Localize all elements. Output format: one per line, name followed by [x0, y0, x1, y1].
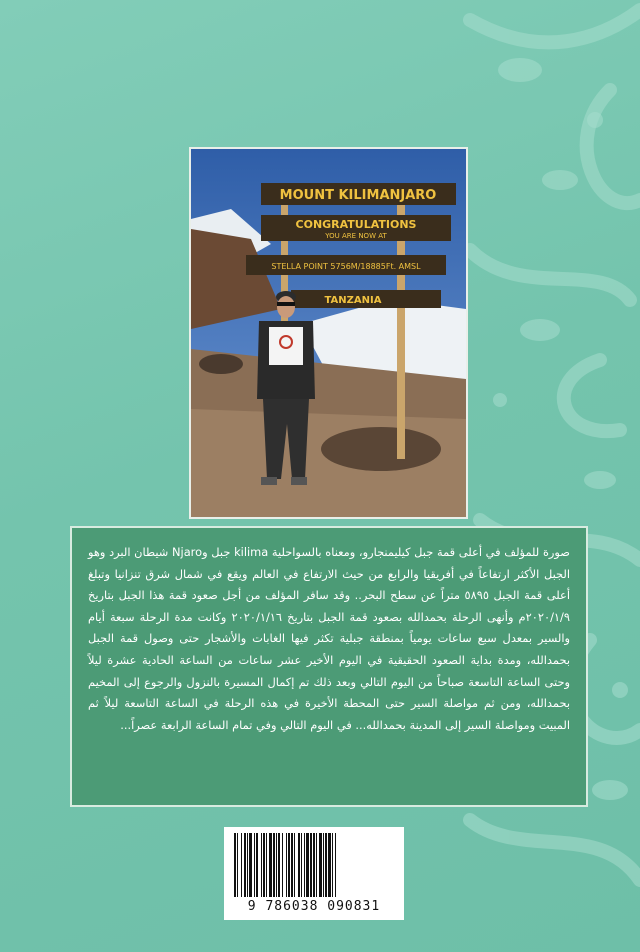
description-text: صورة للمؤلف في أعلى قمة جبل كيليمنجارو، ومعناه بالسواحلية kilima جبل وNjaro شيطان البرد وهو الجبل الأكثر ارتفاعاً في أفريقيا والرابع من حيث الارتفاع في العالم ويقع في شمال شرق تنزانيا وتبلغ أعلى قمة الجبل ٥٨٩٥ متراً عن سطح البحر.. وقد سافر المؤلف من أجل صعود قمة هذا الجبل بتاريخ ٢٠٢٠/١/٩م وأنهى الرحلة بحمدالله بصعود قمة الجبل بتاريخ ٢٠٢٠/١/١٦ وكانت مدة الرحلة سبعة أيام والسير بمعدل سبع ساعات يومياً بمنطقة جبلية تكثر فيها الغابات والأشجار حتى وصول قمة الجبل بحمدالله، ومدة بداية الصعود الحقيقية في اليوم الأخير عشر ساعات من الساعة الحادية عشرة ليلاً وحتى الساعة التاسعة صباحاً من اليوم التالي وبعد ذلك تم إكمال المسيرة بالنزول والرجوع إلى المخيم بحمدالله، ومن ثم مواصلة السير حتى المحطة الأخيرة في هذه الرحلة في الساعة التاسعة ليلاً ثم المبيت ومواصلة السير إلى المدينة بحمدالله... في اليوم التالي وفي تمام الساعة الرابعة عصراً...: [88, 545, 570, 732]
barcode-bars: [232, 833, 396, 897]
isbn-number: 9 786038 090831: [247, 899, 381, 914]
isbn-barcode: [224, 827, 404, 920]
sign-sub: YOU ARE NOW AT: [325, 232, 387, 240]
sign-congrats: CONGRATULATIONS: [295, 218, 417, 231]
description-box: [70, 526, 588, 807]
author-summit-photo: [189, 147, 468, 519]
sign-title: MOUNT KILIMANJARO: [279, 188, 437, 203]
sign-country: TANZANIA: [324, 295, 382, 306]
sign-point: STELLA POINT 5756M/18885Ft. AMSL: [271, 262, 421, 271]
